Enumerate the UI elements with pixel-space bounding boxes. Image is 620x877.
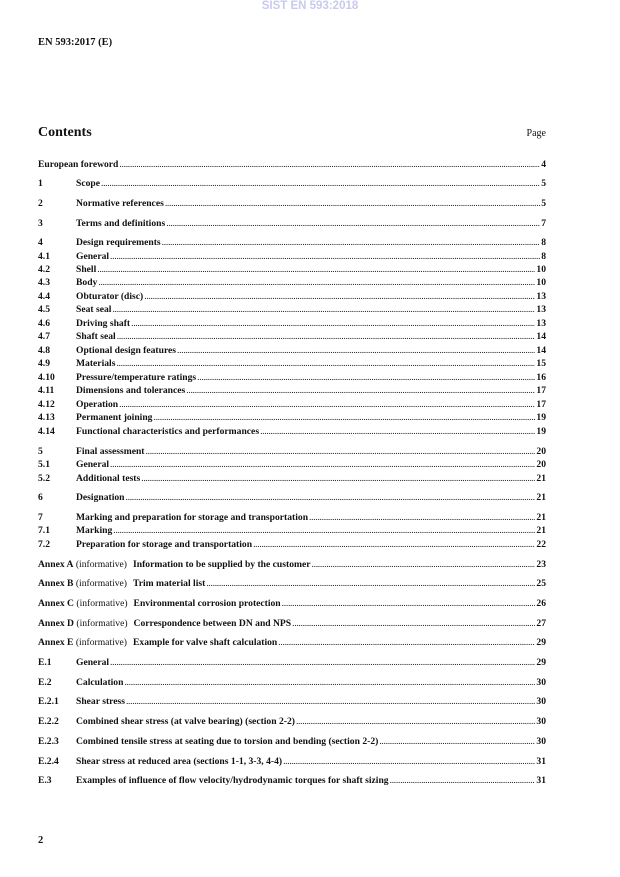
section-page: 20 xyxy=(536,459,546,470)
section-title: Terms and definitions xyxy=(76,218,166,229)
section-number: 5.2 xyxy=(38,473,50,484)
section-page: 7 xyxy=(541,218,546,229)
section-page: 21 xyxy=(536,492,546,503)
dot-leader xyxy=(126,696,535,708)
toc-entry[interactable] xyxy=(38,237,546,249)
contents-heading: Contents xyxy=(38,125,92,140)
toc-entry[interactable] xyxy=(38,426,546,438)
section-title: Operation xyxy=(76,399,119,410)
section-title: Obturator (disc) xyxy=(76,291,144,302)
section-title: Shell xyxy=(76,264,97,275)
section-page: 19 xyxy=(536,412,546,423)
dot-leader xyxy=(117,331,536,343)
section-page: 25 xyxy=(536,578,546,589)
toc-entry[interactable] xyxy=(38,318,546,330)
toc-entry[interactable] xyxy=(38,399,546,411)
section-number: 5.1 xyxy=(38,459,50,470)
section-title: Body xyxy=(76,277,98,288)
toc-entry[interactable] xyxy=(38,539,546,551)
dot-leader xyxy=(283,756,535,768)
toc-entry[interactable] xyxy=(38,277,546,289)
section-title: European foreword xyxy=(38,159,119,170)
section-number: 1 xyxy=(38,178,43,189)
toc-entry[interactable] xyxy=(38,159,546,171)
section-number: 2 xyxy=(38,198,43,209)
section-title: Combined tensile stress at seating due to torsion and bending (section 2-2) xyxy=(76,736,379,747)
section-number: 4.4 xyxy=(38,291,50,302)
section-title: Calculation xyxy=(76,677,124,688)
section-page: 27 xyxy=(536,618,546,629)
section-number: E.2 xyxy=(38,677,52,688)
section-page: 30 xyxy=(536,716,546,727)
section-number: 3 xyxy=(38,218,43,229)
toc-entry[interactable] xyxy=(38,736,546,748)
section-title: Shear stress at reduced area (sections 1-1, 3-3, 4-4) xyxy=(76,756,283,767)
section-page: 10 xyxy=(536,277,546,288)
toc-entry[interactable] xyxy=(38,525,546,537)
dot-leader xyxy=(110,657,535,669)
dot-leader xyxy=(97,264,535,276)
section-title: Shear stress xyxy=(76,696,125,707)
section-number: E.2.1 xyxy=(38,696,59,707)
dot-leader xyxy=(110,459,535,471)
section-page: 31 xyxy=(536,756,546,767)
page-number: 2 xyxy=(38,835,44,846)
dot-leader xyxy=(113,525,535,537)
section-page: 8 xyxy=(541,237,546,248)
informative-label: (informative) xyxy=(76,598,128,609)
dot-leader xyxy=(253,539,535,551)
watermark: SIST EN 593:2018 xyxy=(261,0,359,12)
toc-entry[interactable] xyxy=(38,264,546,276)
dot-leader xyxy=(165,198,540,210)
section-page: 17 xyxy=(536,399,546,410)
dot-leader xyxy=(144,291,535,303)
section-title: Scope xyxy=(76,178,100,189)
section-number: E.1 xyxy=(38,657,52,668)
annex-label: Annex A xyxy=(38,559,74,570)
toc-entry[interactable] xyxy=(38,372,546,384)
section-page: 14 xyxy=(536,345,546,356)
toc-entry[interactable] xyxy=(38,473,546,485)
section-number: 7 xyxy=(38,512,43,523)
toc-entry[interactable] xyxy=(38,198,546,210)
dot-leader xyxy=(146,446,536,458)
section-page: 30 xyxy=(536,677,546,688)
section-title: Example for valve shaft calculation xyxy=(133,637,278,648)
dot-leader xyxy=(101,178,540,190)
section-page: 21 xyxy=(536,473,546,484)
dot-leader xyxy=(186,385,535,397)
annex-label: Annex E xyxy=(38,637,74,648)
toc-entry[interactable] xyxy=(38,304,546,316)
section-page: 21 xyxy=(536,512,546,523)
dot-leader xyxy=(141,473,535,485)
section-page: 4 xyxy=(541,159,546,170)
section-number: 7.1 xyxy=(38,525,50,536)
dot-leader xyxy=(131,318,535,330)
section-number: 4.5 xyxy=(38,304,50,315)
section-title: Examples of influence of flow velocity/hydrodynamic torques for shaft sizing xyxy=(76,775,389,786)
dot-leader xyxy=(153,412,535,424)
section-page: 13 xyxy=(536,291,546,302)
section-title: Optional design features xyxy=(76,345,177,356)
toc-entry[interactable] xyxy=(38,598,546,610)
section-title: General xyxy=(76,459,110,470)
section-page: 29 xyxy=(536,637,546,648)
section-page: 5 xyxy=(541,198,546,209)
toc-entry[interactable] xyxy=(38,637,546,649)
dot-leader xyxy=(110,251,540,263)
toc-entry[interactable] xyxy=(38,218,546,230)
informative-label: (informative) xyxy=(76,618,128,629)
section-page: 17 xyxy=(536,385,546,396)
section-title: Design requirements xyxy=(76,237,161,248)
section-title: Final assessment xyxy=(76,446,145,457)
section-number: 4.7 xyxy=(38,331,50,342)
toc-entry[interactable] xyxy=(38,559,546,571)
annex-label: Annex D xyxy=(38,618,74,629)
toc-entry[interactable] xyxy=(38,412,546,424)
section-page: 13 xyxy=(536,304,546,315)
section-number: 4.1 xyxy=(38,251,50,262)
dot-leader xyxy=(98,277,535,289)
section-number: 4.13 xyxy=(38,412,55,423)
dot-leader xyxy=(119,399,535,411)
section-page: 5 xyxy=(541,178,546,189)
dot-leader xyxy=(278,637,535,649)
section-page: 19 xyxy=(536,426,546,437)
section-title: Materials xyxy=(76,358,116,369)
section-number: 4.14 xyxy=(38,426,55,437)
section-title: General xyxy=(76,251,110,262)
toc-entry[interactable] xyxy=(38,291,546,303)
toc-entry[interactable] xyxy=(38,492,546,504)
section-page: 20 xyxy=(536,446,546,457)
section-number: 6 xyxy=(38,492,43,503)
toc-entry[interactable] xyxy=(38,178,546,190)
section-number: 4.9 xyxy=(38,358,50,369)
section-title: Pressure/temperature ratings xyxy=(76,372,197,383)
section-title: Preparation for storage and transportation xyxy=(76,539,253,550)
dot-leader xyxy=(309,512,535,524)
section-number: 4.11 xyxy=(38,385,55,396)
dot-leader xyxy=(166,218,540,230)
toc-entry[interactable] xyxy=(38,756,546,768)
section-page: 8 xyxy=(541,251,546,262)
page-column-label: Page xyxy=(526,128,546,139)
section-title: Information to be supplied by the customer xyxy=(133,559,311,570)
annex-label: Annex B xyxy=(38,578,74,589)
toc-entry[interactable] xyxy=(38,345,546,357)
toc-entry[interactable] xyxy=(38,251,546,263)
section-title: Combined shear stress (at valve bearing) (section 2-2) xyxy=(76,716,295,727)
section-page: 14 xyxy=(536,331,546,342)
dot-leader xyxy=(162,237,541,249)
section-page: 15 xyxy=(536,358,546,369)
toc-entry[interactable] xyxy=(38,696,546,708)
informative-label: (informative) xyxy=(75,637,128,648)
toc-entry[interactable] xyxy=(38,459,546,471)
toc-entry[interactable] xyxy=(38,657,546,669)
section-page: 13 xyxy=(536,318,546,329)
section-number: 5 xyxy=(38,446,43,457)
section-title: Correspondence between DN and NPS xyxy=(133,618,292,629)
dot-leader xyxy=(292,618,535,630)
dot-leader xyxy=(116,358,535,370)
section-title: Trim material list xyxy=(133,578,206,589)
section-title: Normative references xyxy=(76,198,164,209)
section-title: Marking and preparation for storage and transportation xyxy=(76,512,309,523)
section-number: E.2.4 xyxy=(38,756,59,767)
section-page: 10 xyxy=(536,264,546,275)
toc-entry[interactable] xyxy=(38,446,546,458)
section-number: 4.10 xyxy=(38,372,55,383)
dot-leader xyxy=(296,716,535,728)
dot-leader xyxy=(112,304,535,316)
section-page: 21 xyxy=(536,525,546,536)
toc-entry[interactable] xyxy=(38,677,546,689)
section-page: 30 xyxy=(536,696,546,707)
section-page: 26 xyxy=(536,598,546,609)
section-number: 4.8 xyxy=(38,345,50,356)
section-title: Seat seal xyxy=(76,304,112,315)
section-page: 23 xyxy=(536,559,546,570)
informative-label: (informative) xyxy=(75,559,128,570)
dot-leader xyxy=(119,159,540,171)
section-title: Environmental corrosion protection xyxy=(133,598,281,609)
section-number: 4.2 xyxy=(38,264,50,275)
section-number: 4.6 xyxy=(38,318,50,329)
section-page: 30 xyxy=(536,736,546,747)
dot-leader xyxy=(177,345,535,357)
section-title: Driving shaft xyxy=(76,318,131,329)
section-number: E.2.3 xyxy=(38,736,59,747)
annex-label: Annex C xyxy=(38,598,74,609)
section-number: E.2.2 xyxy=(38,716,59,727)
section-page: 31 xyxy=(536,775,546,786)
section-title: General xyxy=(76,657,110,668)
dot-leader xyxy=(126,492,536,504)
toc-entry[interactable] xyxy=(38,578,546,590)
section-title: Designation xyxy=(76,492,125,503)
section-title: Permanent joining xyxy=(76,412,153,423)
section-number: 4 xyxy=(38,237,43,248)
section-number: 4.12 xyxy=(38,399,55,410)
toc-entry[interactable] xyxy=(38,385,546,397)
dot-leader xyxy=(124,677,535,689)
section-title: Additional tests xyxy=(76,473,141,484)
informative-label: (informative) xyxy=(75,578,128,589)
dot-leader xyxy=(390,775,536,787)
dot-leader xyxy=(312,559,536,571)
section-title: Functional characteristics and performances xyxy=(76,426,260,437)
section-number: 4.3 xyxy=(38,277,50,288)
toc-entry[interactable] xyxy=(38,618,546,630)
toc-entry[interactable] xyxy=(38,775,546,787)
toc-entry[interactable] xyxy=(38,716,546,728)
toc-entry[interactable] xyxy=(38,358,546,370)
toc-entry[interactable] xyxy=(38,331,546,343)
dot-leader xyxy=(282,598,536,610)
dot-leader xyxy=(197,372,535,384)
document-id: EN 593:2017 (E) xyxy=(38,37,113,48)
section-number: 7.2 xyxy=(38,539,50,550)
dot-leader xyxy=(379,736,535,748)
section-page: 16 xyxy=(536,372,546,383)
section-number: E.3 xyxy=(38,775,52,786)
dot-leader xyxy=(260,426,535,438)
section-title: Marking xyxy=(76,525,113,536)
toc-entry[interactable] xyxy=(38,512,546,524)
section-page: 22 xyxy=(536,539,546,550)
dot-leader xyxy=(206,578,535,590)
section-title: Dimensions and tolerances xyxy=(76,385,186,396)
section-page: 29 xyxy=(536,657,546,668)
section-title: Shaft seal xyxy=(76,331,116,342)
